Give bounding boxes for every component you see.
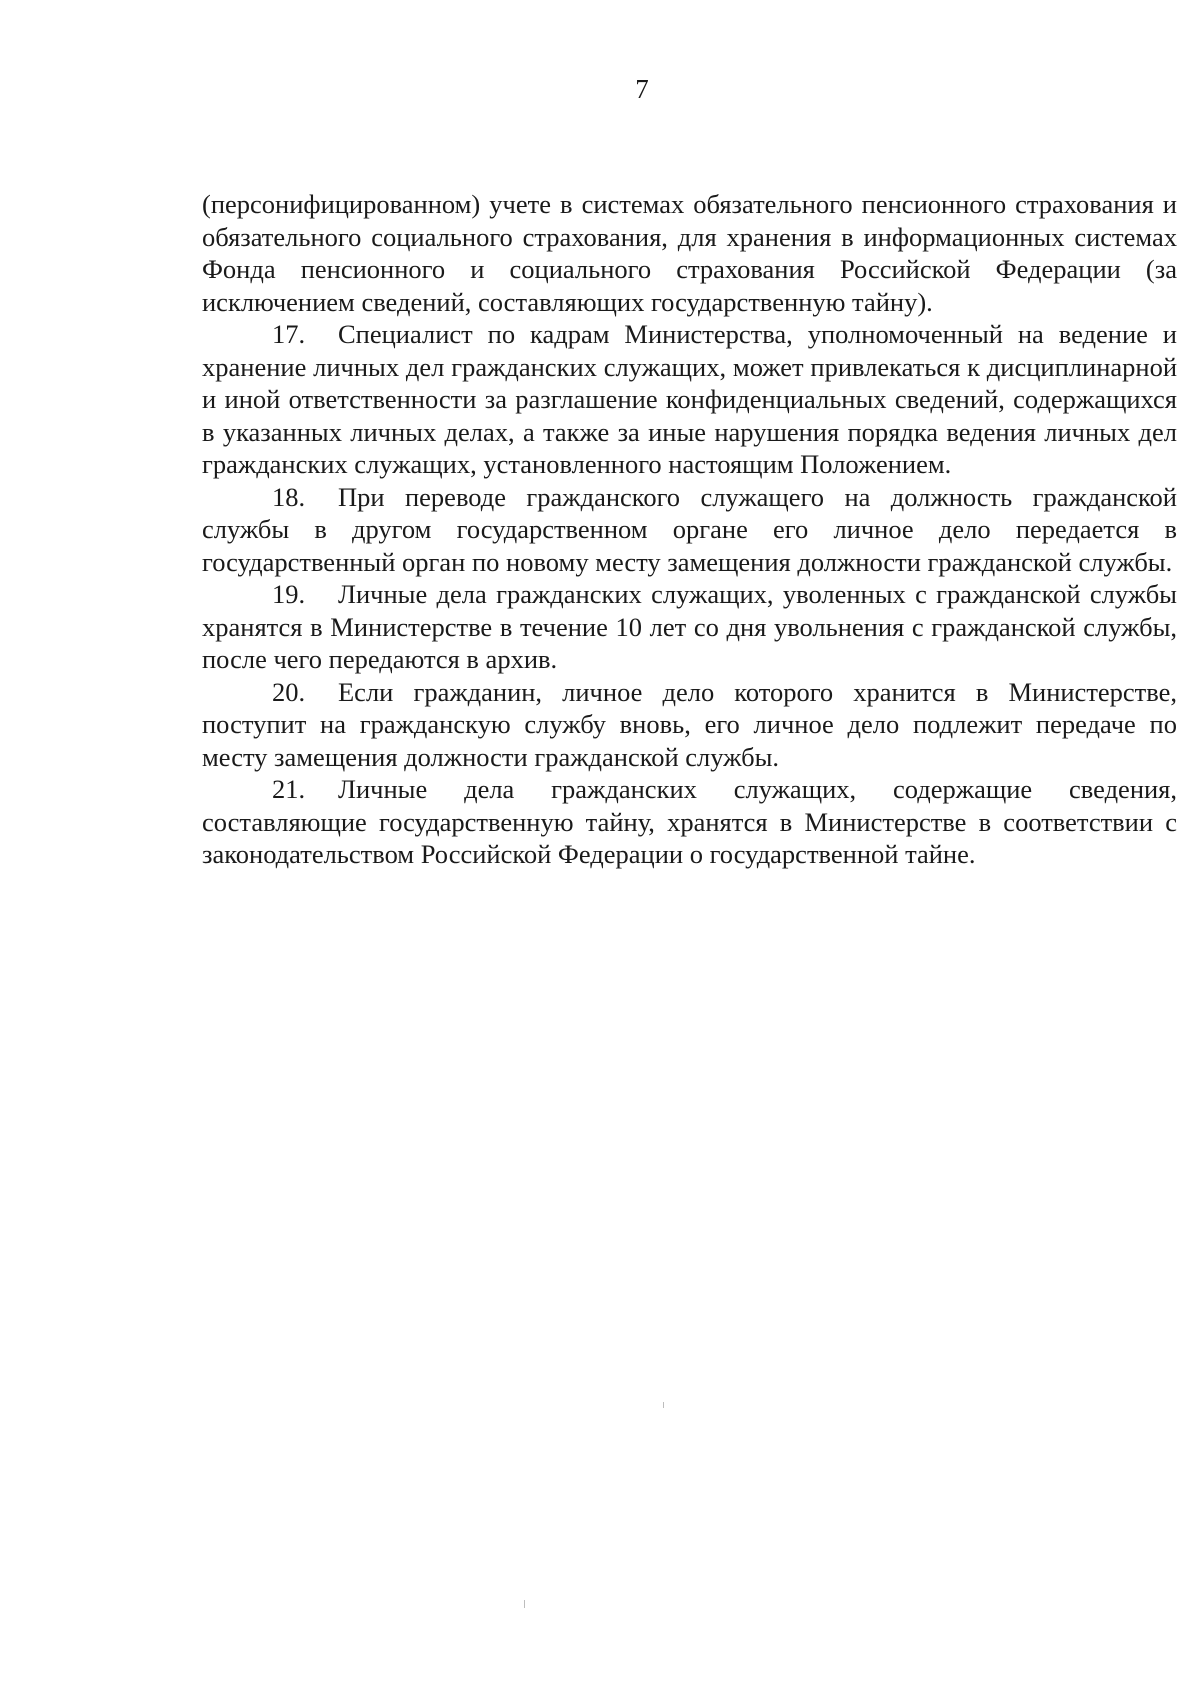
- paragraph-text: При переводе гражданского служащего на должность гражданской службы в другом государственном органе его личное дело передается в государственный орган по новому месту замещения должности гражданской службы.: [202, 481, 1177, 577]
- paragraph-text: Специалист по кадрам Министерства, уполномоченный на ведение и хранение личных дел гражданских служащих, может привлекаться к дисциплинарной и иной ответственности за разглашение конфиденциальных сведений, содержащихся в указанных личных делах, а также за иные нарушения порядка ведения личных дел гражданских служащих, установленного настоящим Положением.: [202, 319, 1177, 479]
- document-body: [202, 188, 1177, 871]
- paragraph-text: Личные дела гражданских служащих, уволенных с гражданской службы хранятся в Министерстве в течение 10 лет со дня увольнения с гражданской службы, после чего передаются в архив.: [202, 579, 1177, 674]
- paragraph-text: (персонифицированном) учете в системах обязательного пенсионного страхования и обязательного социального страхования, для хранения в информационных системах Фонда пенсионного и социального страхования Российской Федерации (за исключением сведений, составляющих государственную тайну).: [202, 189, 1177, 317]
- paragraph-number: 17.: [272, 319, 306, 349]
- paragraph-21: [202, 773, 1177, 871]
- page-number: 7: [635, 74, 649, 104]
- paragraph-19: [202, 578, 1177, 676]
- paragraph-number: 18.: [272, 481, 306, 512]
- paragraph-number: 19.: [272, 579, 306, 609]
- paragraph-number: 21.: [272, 774, 306, 804]
- paragraph-18: [202, 481, 1177, 579]
- paragraph-text: Личные дела гражданских служащих, содержащие сведения, составляющие государственную тайну, хранятся в Министерстве в соответствии с законодательством Российской Федерации о государственной тайне.: [202, 774, 1177, 869]
- paragraph-20: [202, 676, 1177, 774]
- scan-artifact: [663, 1402, 664, 1408]
- paragraph-number: 20.: [272, 676, 306, 707]
- scan-artifact: [524, 1600, 525, 1608]
- paragraph-continuation: [202, 188, 1177, 318]
- paragraph-text: Если гражданин, личное дело которого хранится в Министерстве, поступит на гражданскую службу вновь, его личное дело подлежит передаче по месту замещения должности гражданской службы.: [202, 676, 1177, 772]
- paragraph-17: [202, 318, 1177, 481]
